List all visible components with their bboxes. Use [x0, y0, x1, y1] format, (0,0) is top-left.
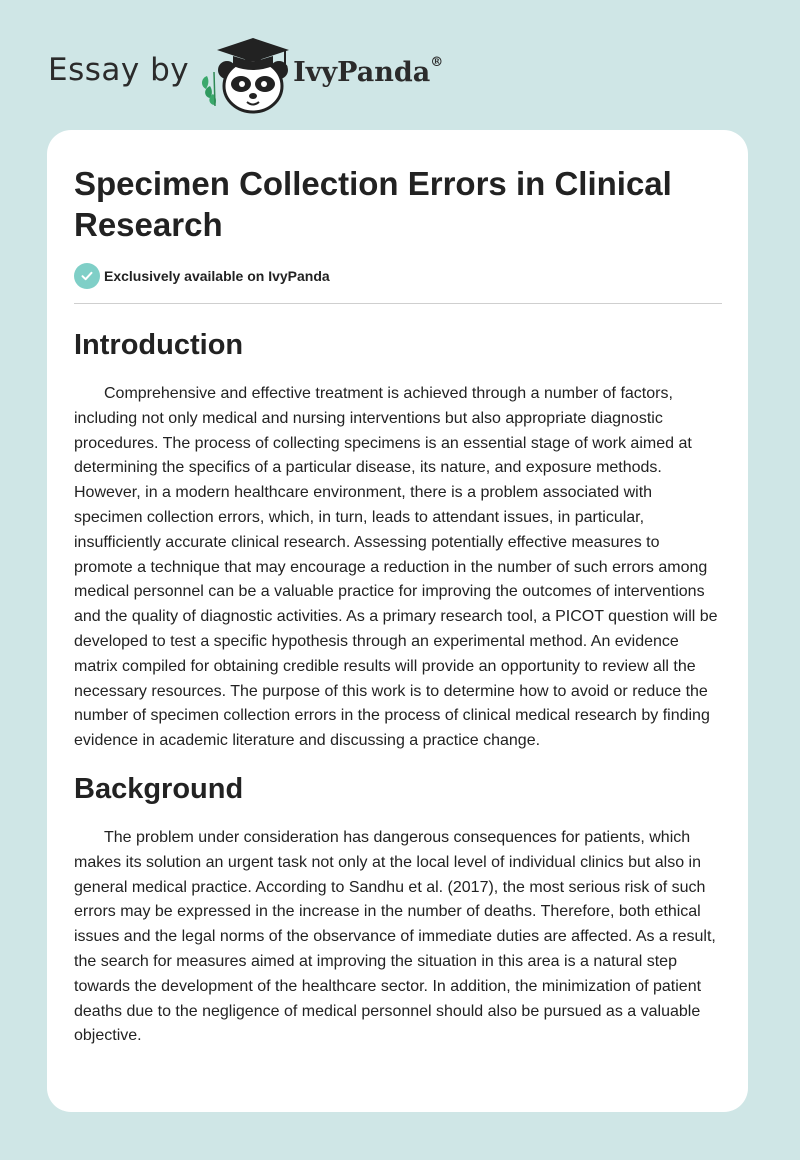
- panda-logo-icon[interactable]: [197, 34, 297, 114]
- section-heading: Introduction: [74, 329, 244, 361]
- section-paragraph: Comprehensive and effective treatment is achieved through a number of factors, including not only medical and nursing interventions but also appropriate diagnostic procedures. The process of collecting specimens is an essential stage of work aimed at determining the specifics of a particular disease, its nature, and exposure methods. However, in a modern healthcare environment, there is a problem associated with specimen collection errors, which, in turn, leads to attendant issues, in particular, insufficiently accurate clinical research. Assessing potentially effective measures to promote a technique that may encourage a reduction in the number of such errors among medical personnel can be a valuable practice for improving the outcomes of interventions and the quality of diagnostic activities. As a primary research tool, a PICOT question will be developed to test a specific hypothesis through an experimental method. An evidence matrix compiled for obtaining credible results will provide an opportunity to review all the necessary resources. The purpose of this work is to determine how to avoid or reduce the number of specimen collection errors in the process of clinical medical research by finding evidence in academic literature and discussing a practice change.: [74, 385, 718, 750]
- badge-label: Exclusively available on IvyPanda: [104, 268, 330, 284]
- section-paragraph: The problem under consideration has dangerous consequences for patients, which makes its solution an urgent task not only at the local level of individual clinics but also in general medical practice. According to Sandhu et al. (2017), the most serious risk of such errors may be expressed in the increase in the number of deaths. Therefore, both ethical issues and the legal norms of the observance of immediate duties are affected. As a result, the search for measures aimed at improving the situation in this area is a natural step towards the development of the healthcare sector. In addition, the minimization of patient deaths due to the negligence of medical personnel should also be pursued as a valuable objective.: [74, 828, 716, 1045]
- page-title: Specimen Collection Errors in Clinical Research: [74, 165, 672, 243]
- section-introduction: [74, 328, 722, 754]
- divider: [74, 303, 722, 304]
- checkmark-icon: [74, 263, 100, 289]
- brand-prefix: Essay by: [48, 52, 190, 88]
- essay-card: [47, 130, 748, 1112]
- section-background: [74, 772, 722, 1049]
- exclusive-badge: [74, 263, 722, 289]
- section-heading: Background: [74, 772, 244, 805]
- brand-header: [48, 34, 443, 114]
- brand-name[interactable]: IvyPanda®: [293, 54, 444, 88]
